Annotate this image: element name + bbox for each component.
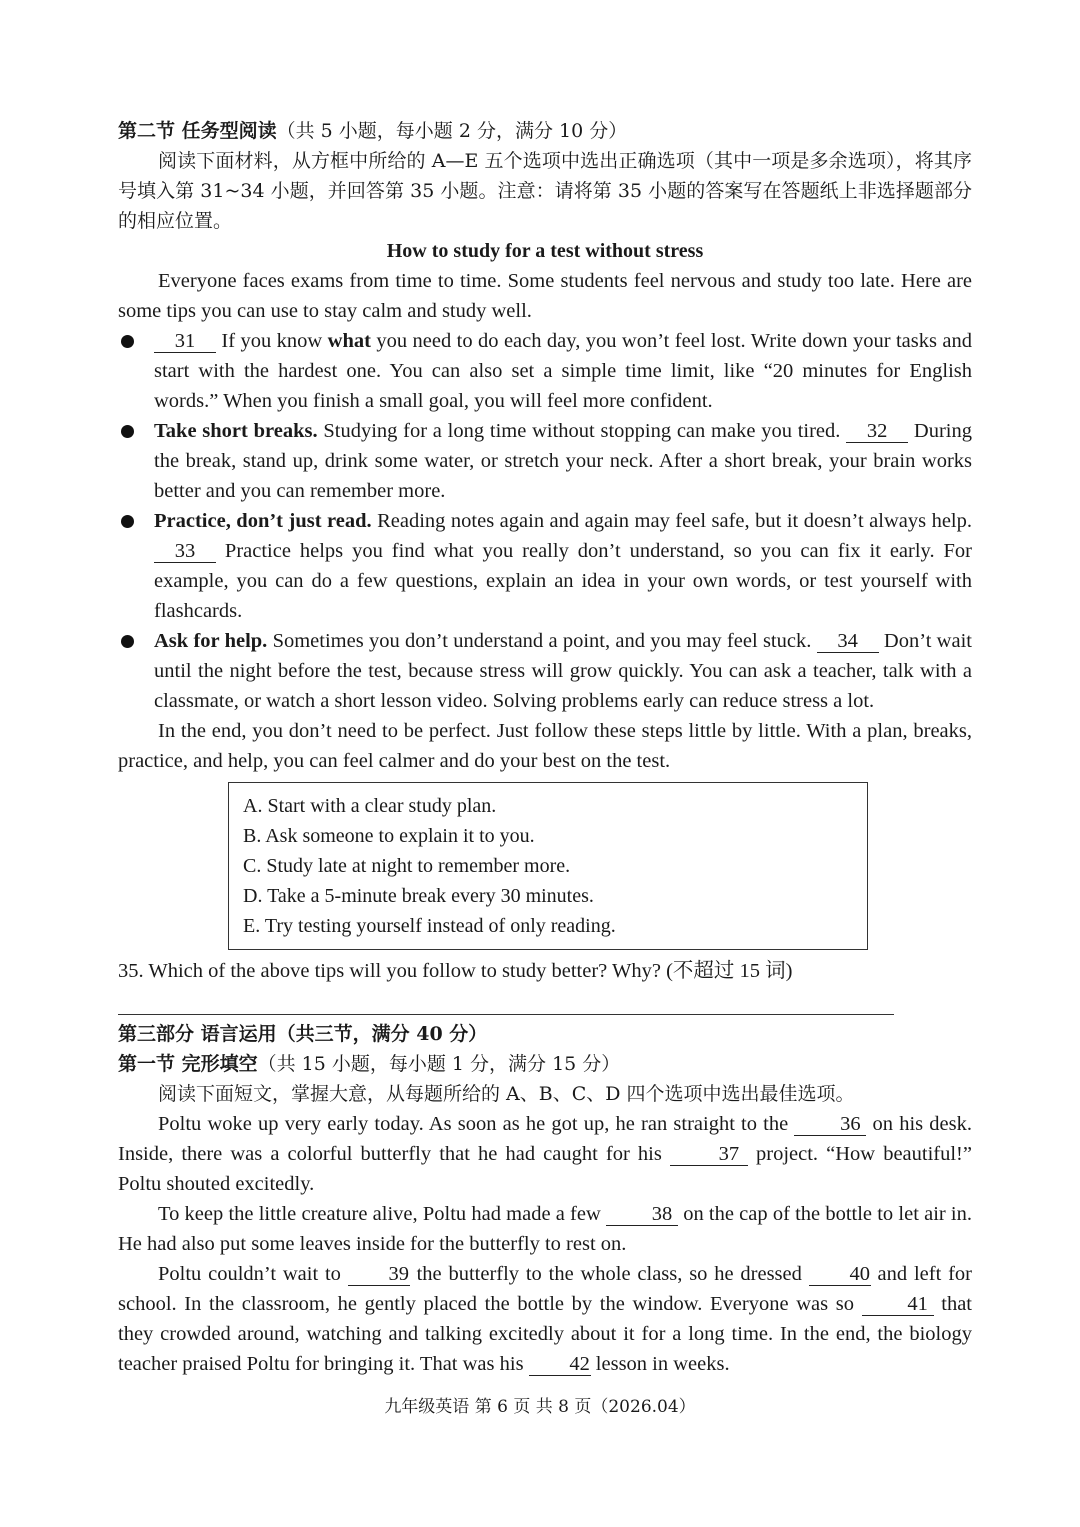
page-content bbox=[118, 116, 972, 1379]
blank-39[interactable]: 39 bbox=[348, 1263, 410, 1286]
blank-37[interactable]: 37 bbox=[670, 1143, 748, 1166]
option-e: E. Try testing yourself instead of only reading. bbox=[243, 915, 616, 937]
blank-41[interactable]: 41 bbox=[862, 1293, 934, 1316]
part3-heading: 第三部分 语言运用（共三节，满分 40 分） bbox=[118, 1023, 488, 1045]
option-c: C. Study late at night to remember more. bbox=[243, 855, 571, 877]
blank-40[interactable]: 40 bbox=[809, 1263, 871, 1286]
section2-instructions: 阅读下面材料，从方框中所给的 A—E 五个选项中选出正确选项（其中一项是多余选项），将其序号填入第 31~34 小题，并回答第 35 小题。注意：请将第 35 小题的答案写在答题纸上非选择题部分的相应位置。 bbox=[118, 150, 972, 232]
tip-4: Ask for help. Sometimes you don’t understand a point, and you may feel stuck. 34 Don’t wait until the night before the test, because stress will grow quickly. You can ask a teacher, talk with a classmate, or watch a short lesson video. Solving problems early can reduce stress a lot. bbox=[118, 626, 972, 716]
option-d: D. Take a 5-minute break every 30 minutes. bbox=[243, 885, 594, 907]
bullet-icon bbox=[121, 335, 134, 348]
blank-34[interactable]: 34 bbox=[817, 630, 879, 653]
cloze-paragraph-1: Poltu woke up very early today. As soon as he got up, he ran straight to the 36 on his desk. Inside, there was a colorful butterfly that he had caught for his 37 project. “How beautiful!” Poltu shouted excitedly. bbox=[118, 1113, 972, 1195]
option-a: A. Start with a clear study plan. bbox=[243, 795, 497, 817]
section2-heading-rest: （共 5 小题，每小题 2 分，满分 10 分） bbox=[276, 120, 628, 142]
tip-2: Take short breaks. Studying for a long time without stopping can make you tired. 32 During the break, stand up, drink some water, or stretch your neck. After a short break, your brain works better and you can remember more. bbox=[118, 416, 972, 506]
passage-title: How to study for a test without stress bbox=[386, 240, 704, 262]
part3-subheading: 第一节 完形填空（共 15 小题，每小题 1 分，满分 15 分） bbox=[118, 1053, 621, 1075]
bullet-icon bbox=[121, 515, 134, 528]
blank-36[interactable]: 36 bbox=[794, 1113, 866, 1136]
cloze-paragraph-2: To keep the little creature alive, Poltu had made a few 38 on the cap of the bottle to let air in. He had also put some leaves inside for the butterfly to rest on. bbox=[118, 1203, 972, 1255]
option-b: B. Ask someone to explain it to you. bbox=[243, 825, 535, 847]
passage-intro: Everyone faces exams from time to time. Some students feel nervous and study too late. Here are some tips you can use to stay calm and study well. bbox=[118, 270, 972, 322]
blank-38[interactable]: 38 bbox=[606, 1203, 678, 1226]
part3-instructions: 阅读下面短文，掌握大意，从每题所给的 A、B、C、D 四个选项中选出最佳选项。 bbox=[158, 1083, 855, 1105]
page-footer: 九年级英语 第 6 页 共 8 页（2026.04） bbox=[384, 1397, 696, 1417]
passage-conclusion: In the end, you don’t need to be perfect. Just follow these steps little by little. With a plan, breaks, practice, and help, you can feel calmer and do your best on the test. bbox=[118, 720, 972, 772]
section2-heading bbox=[118, 116, 972, 146]
blank-31[interactable]: 31 bbox=[154, 330, 216, 353]
section2-heading-bold: 第二节 任务型阅读 bbox=[118, 120, 277, 142]
blank-33[interactable]: 33 bbox=[154, 540, 216, 563]
answer-line-35[interactable] bbox=[118, 1008, 894, 1015]
tip-1: 31 If you know what you need to do each day, you won’t feel lost. Write down your tasks and start with the hardest one. You can also set a simple time limit, like “20 minutes for English words.” When you finish a small goal, you will feel more confident. bbox=[118, 326, 972, 416]
blank-42[interactable]: 42 bbox=[529, 1353, 591, 1376]
blank-32[interactable]: 32 bbox=[846, 420, 908, 443]
question-35: 35. Which of the above tips will you follow to study better? Why? (不超过 15 词) bbox=[118, 960, 793, 982]
options-box bbox=[228, 782, 868, 950]
cloze-paragraph-3: Poltu couldn’t wait to 39 the butterfly to the whole class, so he dressed 40 and left for school. In the classroom, he gently placed the bottle by the window. Everyone was so 41 that they crowded around, watching and talking excitedly about it for a long time. In the end, the biology teacher praised Poltu for bringing it. That was his 42 lesson in weeks. bbox=[118, 1263, 972, 1375]
bullet-icon bbox=[121, 635, 134, 648]
tip-3: Practice, don’t just read. Reading notes again and again may feel safe, but it doesn’t always help. 33 Practice helps you find what you really don’t understand, so you can fix it early. For example, you can do a few questions, explain an idea in your own words, or test yourself with flashcards. bbox=[118, 506, 972, 626]
bullet-icon bbox=[121, 425, 134, 438]
